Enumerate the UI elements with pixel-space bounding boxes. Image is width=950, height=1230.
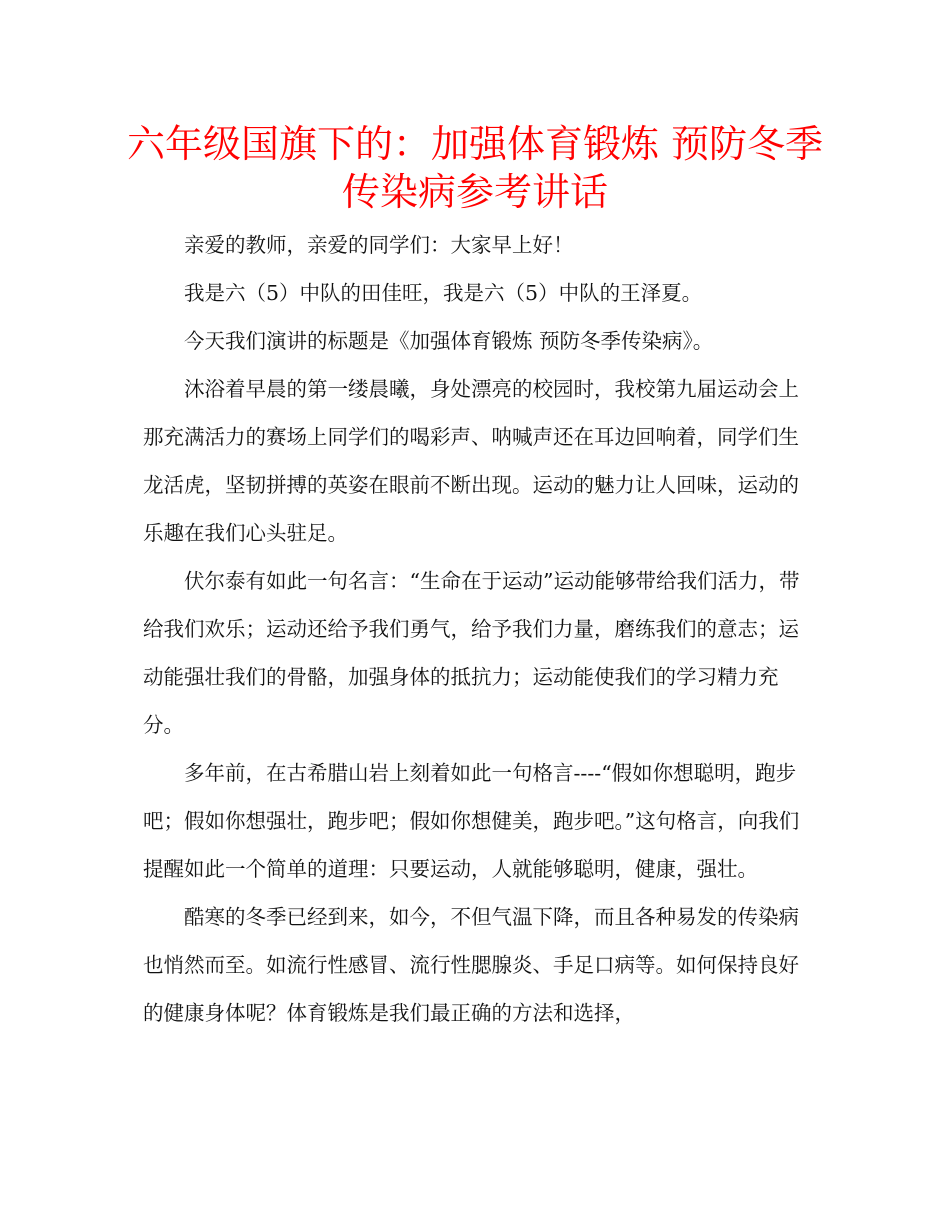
paragraph-sports-meet: 沐浴着早晨的第一缕晨曦，身处漂亮的校园时，我校第九届运动会上那充满活力的赛场上同学们的喝彩声、呐喊声还在耳边回响着，同学们生龙活虎，坚韧拼搏的英姿在眼前不断出现。运动的魅力让人回味，运动的乐趣在我们心头驻足。 [143,377,799,545]
paragraph-voltaire-quote: 伏尔泰有如此一句名言：“生命在于运动”运动能够带给我们活力，带给我们欢乐；运动还给予我们勇气，给予我们力量，磨练我们的意志；运动能强壮我们的骨骼，加强身体的抵抗力；运动能使我们的学习精力充分。 [143,569,800,737]
paragraph-topic: 今天我们演讲的标题是《加强体育锻炼 预防冬季传染病》。 [184,329,714,353]
paragraph-winter-diseases: 酷寒的冬季已经到来，如今，不但气温下降，而且各种易发的传染病也悄然而至。如流行性感冒、流行性腮腺炎、手足口病等。如何保持良好的健康身体呢？体育锻炼是我们最正确的方法和选择， [143,905,799,1025]
paragraph-speakers: 我是六（5）中队的田佳旺，我是六（5）中队的王泽夏。 [184,281,703,305]
paragraph-greeting: 亲爱的教师，亲爱的同学们：大家早上好！ [184,233,574,257]
document-body [143,221,807,1037]
document-title [90,120,860,216]
title-line-2: 传染病参考讲话 [341,170,608,214]
title-line-1: 六年级国旗下的：加强体育锻炼 预防冬季 [126,122,824,166]
paragraph-greek-motto: 多年前，在古希腊山岩上刻着如此一句格言----“假如你想聪明，跑步吧；假如你想强壮，跑步吧；假如你想健美，跑步吧。”这句格言，向我们提醒如此一个简单的道理：只要运动，人就能够聪明，健康，强壮。 [143,761,800,881]
